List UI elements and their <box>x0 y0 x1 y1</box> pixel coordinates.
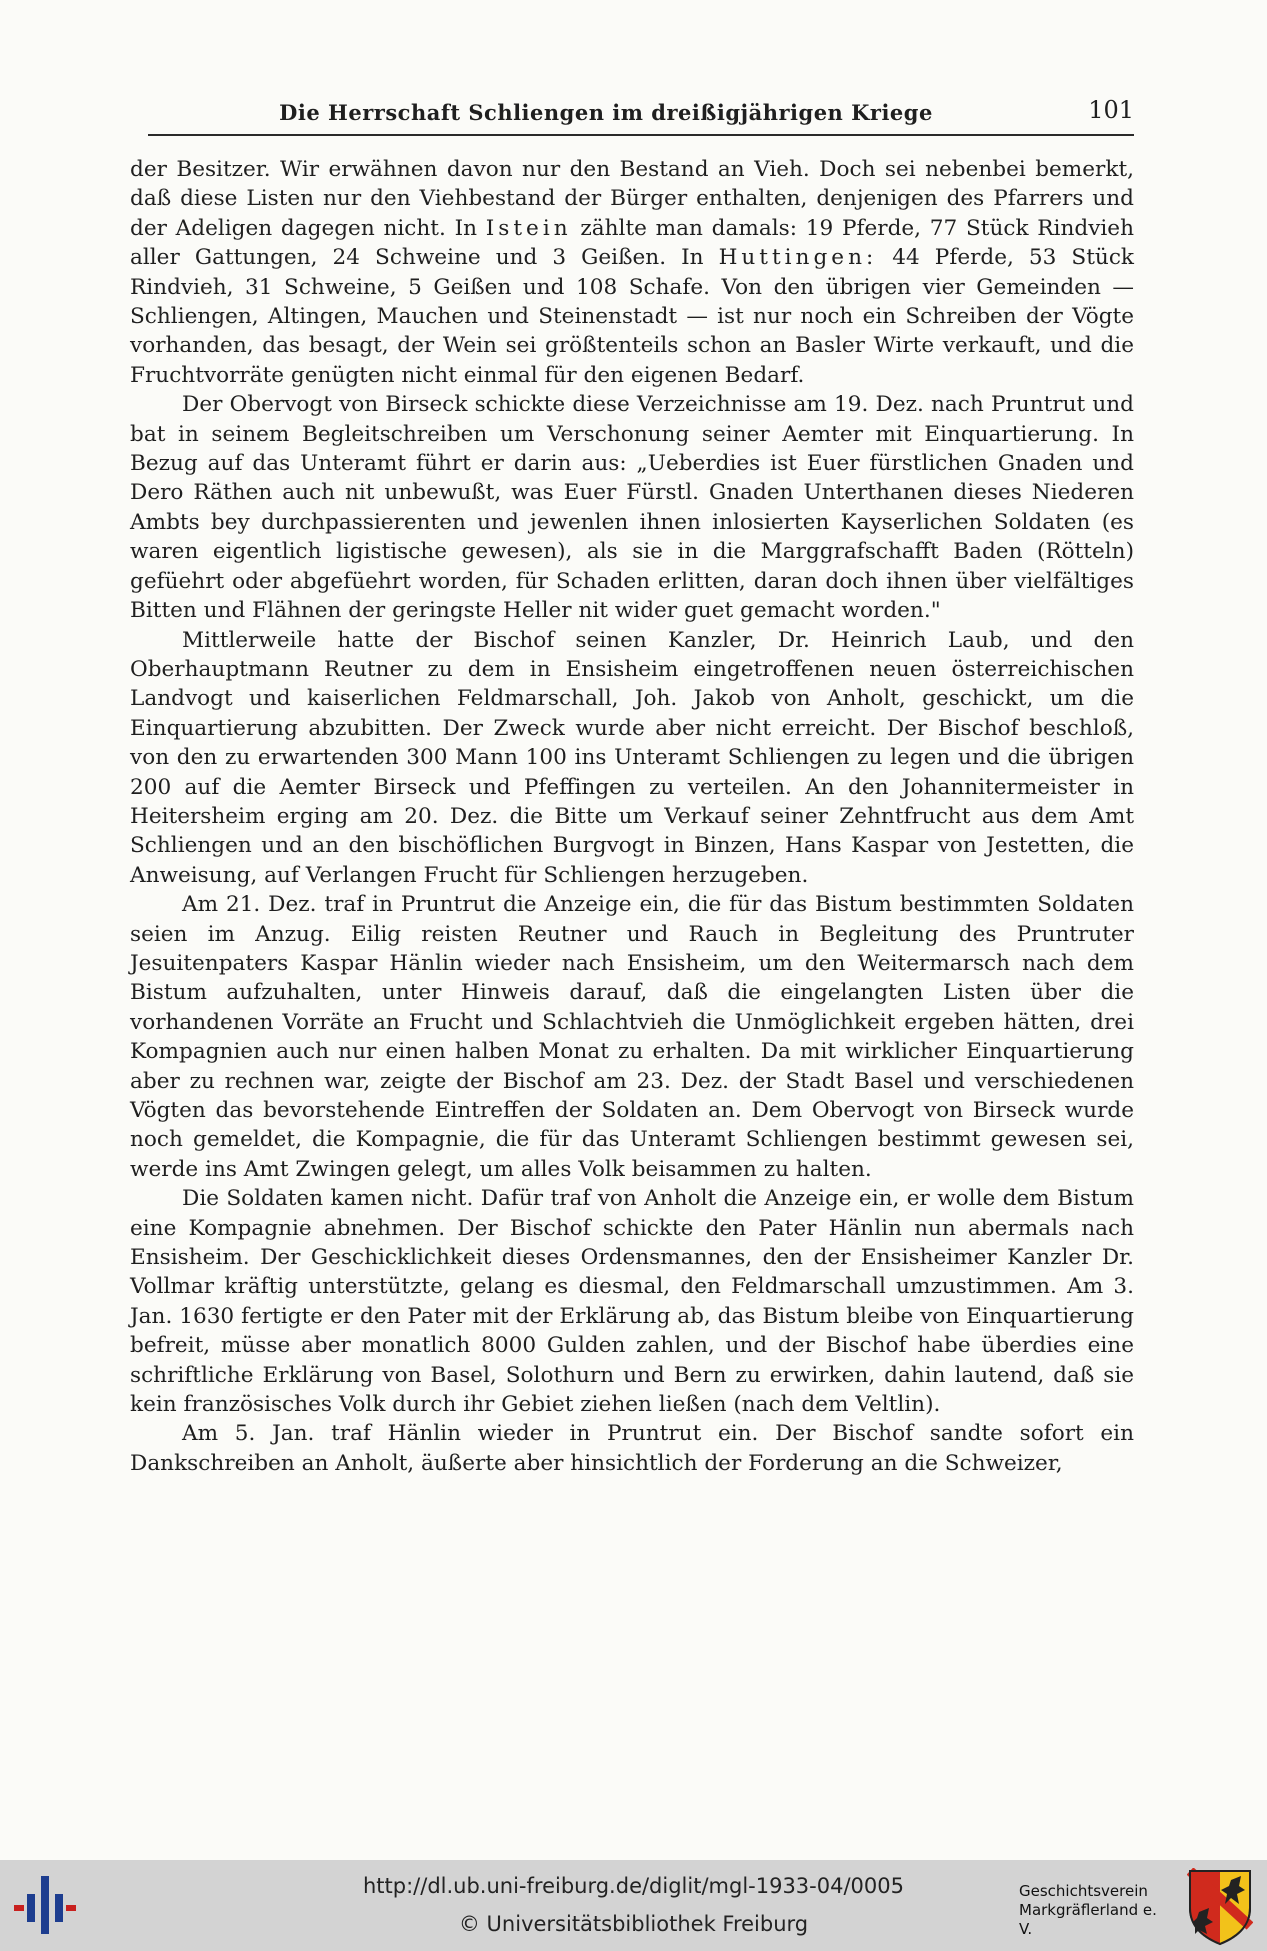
page-number: 101 <box>1088 96 1134 124</box>
paragraph-4: Am 21. Dez. traf in Pruntrut die Anzeige ein, die für das Bistum bestimmten Soldaten seien im Anzug. Eilig reisten Reutner und Rauch in Begleitung des Pruntruter Jesuitenpaters Kaspar Hänlin wieder nach Ensisheim, um den Weitermarsch nach dem Bistum aufzuhalten, unter Hinweis darauf, daß die eingelangten Listen über die vorhandenen Vorräte an Frucht und Schlachtvieh die Unmöglichkeit ergeben hätten, drei Kompagnien auch nur einen halben Monat zu erhalten. Da mit wirklicher Einquartierung aber zu rechnen war, zeigte der Bischof am 23. Dez. der Stadt Basel und verschiedenen Vögten das bevorstehende Eintreffen der Soldaten an. Dem Obervogt von Birseck wurde noch gemeldet, die Kompagnie, die für das Unteramt Schliengen bestimmt gewesen sei, werde ins Amt Zwingen gelegt, um alles Volk beisammen zu halten. <box>130 892 1134 1182</box>
society-name-line-1: Geschichtsverein <box>1019 1882 1148 1900</box>
paragraph-1-part-2: zählte man damals: 19 Pferde, 77 Stück Rindvieh aller Gattungen, 24 Schweine und 3 Geißen. In <box>130 215 1134 271</box>
paragraph-5: Die Soldaten kamen nicht. Dafür traf von Anholt die Anzeige ein, er wolle dem Bistum eine Kompagnie abnehmen. Der Bischof schickte den Pater Hänlin nun abermals nach Ensisheim. Der Geschicklichkeit dieses Ordensmannes, den der Ensisheimer Kanzler Dr. Vollmar kräftig unterstützte, gelang es diesmal, den Feldmarschall umzustimmen. Am 3. Jan. 1630 fertigte er den Pater mit der Erklärung ab, das Bistum bleibe von Einquartierung befreit, müsse aber monatlich 8000 Gulden zahlen, und der Bischof habe überdies eine schriftliche Erklärung von Basel, Solothurn und Bern zu erwirken, dahin lautend, daß sie kein französisches Volk durch ihr Gebiet ziehen ließen (nach dem Veltlin). <box>130 1186 1134 1418</box>
paragraph-1 <box>130 155 1134 390</box>
running-header <box>148 94 1134 136</box>
paragraph-1-part-3: 44 Pferde, 53 Stück Rindvieh, 31 Schweine, 5 Geißen und 108 Schafe. Von den übrigen vier Gemeinden — Schliengen, Altingen, Mauchen und Steinenstadt — ist nur noch ein Schreiben der Vögte vorhanden, das besagt, der Wein sei größtenteils schon an Basler Wirte verkauft, und die Fruchtvorräte genügten nicht einmal für den eigenen Bedarf. <box>130 245 1134 388</box>
footer-bar <box>0 1860 1267 1951</box>
permalink-url[interactable]: http://dl.ub.uni-freiburg.de/diglit/mgl-1933-04/0005 <box>362 1874 904 1898</box>
copyright-notice: © Universitätsbibliothek Freiburg <box>458 1912 809 1936</box>
paragraph-3: Mittlerweile hatte der Bischof seinen Kanzler, Dr. Heinrich Laub, und den Oberhauptmann Reutner zu dem in Ensisheim eingetroffenen neuen österreichischen Landvogt und kaiserlichen Feldmarschall, Joh. Jakob von Anholt, geschickt, um die Einquartierung abzubitten. Der Zweck wurde aber nicht erreicht. Der Bischof beschloß, von den zu erwartenden 300 Mann 100 ins Unteramt Schliengen zu legen und die übrigen 200 auf die Aemter Birseck und Pfeffingen zu verteilen. An den Johannitermeister in Heitersheim erging am 20. Dez. die Bitte um Verkauf seiner Zehntfrucht aus dem Amt Schliengen und an den bischöflichen Burgvogt in Binzen, Hans Kaspar von Jestetten, die Anweisung, auf Verlangen Frucht für Schliengen herzugeben. <box>130 627 1134 888</box>
paragraph-6: Am 5. Jan. traf Hänlin wieder in Pruntrut ein. Der Bischof sandte sofort ein Dankschreiben an Anholt, äußerte aber hinsichtlich der Forderung an die Schweizer, <box>130 1421 1134 1476</box>
body-text <box>130 155 1134 1478</box>
society-name-line-2: Markgräflerland e. V. <box>1019 1901 1157 1938</box>
society-name <box>1019 1882 1169 1939</box>
place-name-istein: Istein <box>485 215 572 241</box>
society-coat-of-arms-icon <box>1187 1868 1253 1946</box>
running-title: Die Herrschaft Schliengen im dreißigjährigen Kriege <box>279 100 933 125</box>
paragraph-1-part-1: der Besitzer. Wir erwähnen davon nur den Bestand an Vieh. Doch sei nebenbei bemerkt, daß diese Listen nur den Viehbestand der Bürger enthalten, denjenigen des Pfarrers und der Adeligen dagegen nicht. In <box>130 157 1134 241</box>
paragraph-2: Der Obervogt von Birseck schickte diese Verzeichnisse am 19. Dez. nach Pruntrut und bat in seinem Begleitschreiben um Verschonung seiner Aemter mit Einquartierung. In Bezug auf das Unteramt führt er darin aus: „Ueberdies ist Euer fürstlichen Gnaden und Dero Räthen auch nit unbewußt, was Euer Fürstl. Gnaden Unterthanen dieses Niederen Ambts bey durchpassierenten und jewenlen ihnen inlosierten Kayserlichen Soldaten (es waren eigentlich ligistische gewesen), als sie in die Marggrafschafft Baden (Rötteln) gefüehrt oder abgefüehrt worden, für Schaden erlitten, daran doch ihnen über vielfältiges Bitten und Flähnen der geringste Heller nit wider guet gemacht worden." <box>130 392 1134 624</box>
place-name-huttingen: Huttingen: <box>718 245 878 271</box>
